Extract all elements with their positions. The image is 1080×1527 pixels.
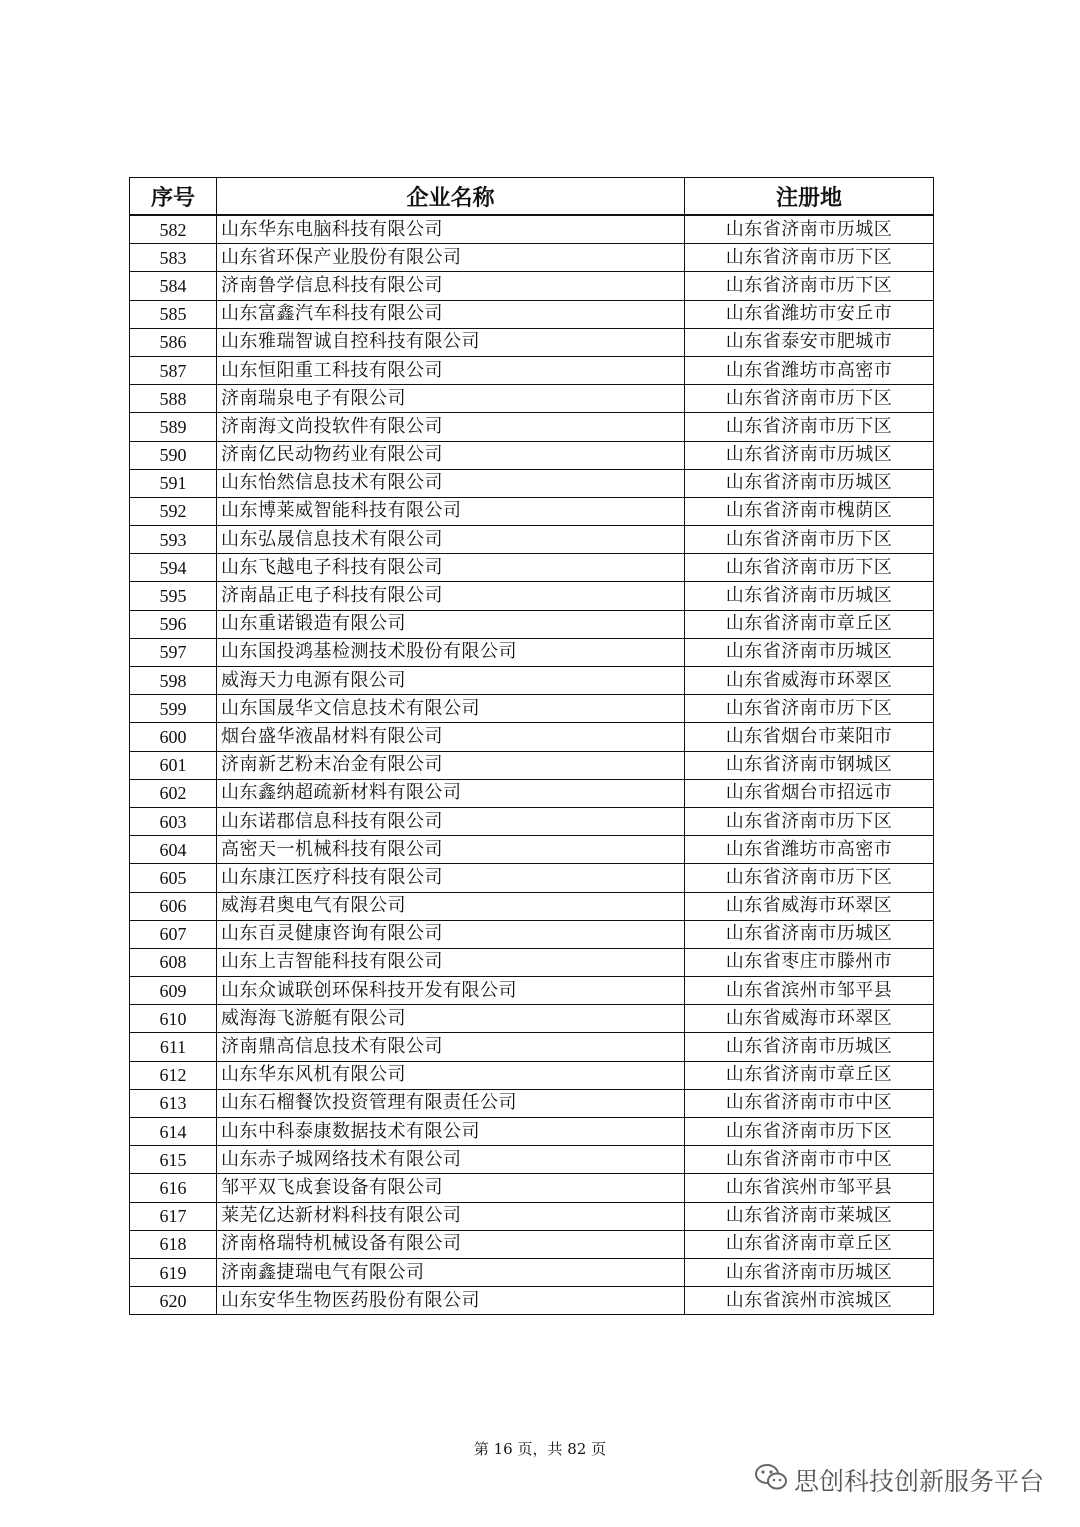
table-row [130,836,934,864]
cell-registration-place: 山东省济南市钢城区 [685,751,934,779]
cell-registration-place: 山东省济南市历下区 [685,1118,934,1146]
watermark-text: 思创科技创新服务平台 [793,1467,1044,1496]
table-row [130,1174,934,1202]
cell-company-name: 山东赤子城网络技术有限公司 [217,1146,685,1174]
cell-registration-place: 山东省潍坊市安丘市 [685,300,934,328]
cell-serial-number: 597 [130,638,217,666]
cell-registration-place: 山东省济南市莱城区 [685,1202,934,1230]
table-row [130,920,934,948]
cell-company-name: 山东恒阳重工科技有限公司 [217,356,685,384]
cell-serial-number: 615 [130,1146,217,1174]
cell-company-name: 济南鼎高信息技术有限公司 [217,1033,685,1061]
cell-registration-place: 山东省济南市历下区 [685,807,934,835]
cell-registration-place: 山东省济南市市中区 [685,1089,934,1117]
cell-registration-place: 山东省滨州市邹平县 [685,1174,934,1202]
cell-serial-number: 604 [130,836,217,864]
cell-registration-place: 山东省威海市环翠区 [685,892,934,920]
cell-serial-number: 595 [130,582,217,610]
cell-serial-number: 596 [130,610,217,638]
cell-registration-place: 山东省济南市槐荫区 [685,497,934,525]
cell-registration-place: 山东省济南市历下区 [685,695,934,723]
cell-serial-number: 609 [130,977,217,1005]
cell-registration-place: 山东省济南市历下区 [685,413,934,441]
cell-serial-number: 619 [130,1258,217,1286]
header-registration-place: 注册地 [685,178,934,216]
cell-registration-place: 山东省威海市环翠区 [685,1005,934,1033]
cell-serial-number: 584 [130,272,217,300]
cell-registration-place: 山东省济南市历下区 [685,244,934,272]
table-row [130,723,934,751]
table-row [130,1230,934,1258]
table-row [130,1202,934,1230]
cell-company-name: 山东众诚联创环保科技开发有限公司 [217,977,685,1005]
cell-registration-place: 山东省济南市历下区 [685,864,934,892]
page-number-footer: 第 16 页，共 82 页 [473,1440,607,1458]
cell-company-name: 山东上吉智能科技有限公司 [217,948,685,976]
table-row [130,1118,934,1146]
cell-company-name: 山东博莱威智能科技有限公司 [217,497,685,525]
cell-registration-place: 山东省济南市历下区 [685,526,934,554]
cell-company-name: 山东百灵健康咨询有限公司 [217,920,685,948]
cell-serial-number: 589 [130,413,217,441]
cell-company-name: 山东康江医疗科技有限公司 [217,864,685,892]
table-row [130,1005,934,1033]
table-row [130,638,934,666]
header-company-name: 企业名称 [217,178,685,216]
cell-serial-number: 613 [130,1089,217,1117]
wechat-icon [754,1462,788,1498]
cell-registration-place: 山东省济南市历下区 [685,272,934,300]
cell-registration-place: 山东省威海市环翠区 [685,667,934,695]
cell-company-name: 济南鑫捷瑞电气有限公司 [217,1258,685,1286]
header-serial-number: 序号 [130,178,217,216]
cell-company-name: 山东弘晟信息技术有限公司 [217,526,685,554]
cell-registration-place: 山东省枣庄市滕州市 [685,948,934,976]
cell-registration-place: 山东省济南市历城区 [685,920,934,948]
cell-company-name: 山东富鑫汽车科技有限公司 [217,300,685,328]
cell-serial-number: 592 [130,497,217,525]
cell-serial-number: 594 [130,554,217,582]
table-row [130,356,934,384]
table-row [130,441,934,469]
cell-serial-number: 582 [130,215,217,244]
cell-company-name: 济南晶正电子科技有限公司 [217,582,685,610]
cell-company-name: 邹平双飞成套设备有限公司 [217,1174,685,1202]
cell-serial-number: 611 [130,1033,217,1061]
cell-serial-number: 586 [130,328,217,356]
cell-registration-place: 山东省济南市章丘区 [685,610,934,638]
table-row [130,948,934,976]
cell-serial-number: 610 [130,1005,217,1033]
cell-company-name: 威海海飞游艇有限公司 [217,1005,685,1033]
cell-serial-number: 614 [130,1118,217,1146]
cell-serial-number: 585 [130,300,217,328]
table-row [130,413,934,441]
table-row [130,582,934,610]
cell-company-name: 山东国晟华文信息技术有限公司 [217,695,685,723]
cell-company-name: 济南瑞泉电子有限公司 [217,385,685,413]
table-row [130,328,934,356]
cell-company-name: 山东重诺锻造有限公司 [217,610,685,638]
cell-registration-place: 山东省济南市历下区 [685,385,934,413]
cell-company-name: 山东诺郡信息科技有限公司 [217,807,685,835]
table-row [130,300,934,328]
cell-serial-number: 583 [130,244,217,272]
cell-company-name: 济南亿民动物药业有限公司 [217,441,685,469]
table-row [130,1146,934,1174]
cell-registration-place: 山东省烟台市招远市 [685,779,934,807]
cell-company-name: 莱芜亿达新材料科技有限公司 [217,1202,685,1230]
cell-company-name: 山东雅瑞智诚自控科技有限公司 [217,328,685,356]
cell-company-name: 济南鲁学信息科技有限公司 [217,272,685,300]
table-row [130,1287,934,1315]
cell-company-name: 威海君奥电气有限公司 [217,892,685,920]
cell-serial-number: 618 [130,1230,217,1258]
cell-registration-place: 山东省济南市历城区 [685,441,934,469]
table-body [130,215,934,1315]
cell-company-name: 山东怡然信息技术有限公司 [217,469,685,497]
cell-serial-number: 607 [130,920,217,948]
cell-company-name: 山东华东风机有限公司 [217,1061,685,1089]
cell-registration-place: 山东省济南市历城区 [685,582,934,610]
cell-company-name: 山东鑫纳超疏新材料有限公司 [217,779,685,807]
cell-company-name: 山东石榴餐饮投资管理有限责任公司 [217,1089,685,1117]
cell-serial-number: 599 [130,695,217,723]
cell-company-name: 山东安华生物医药股份有限公司 [217,1287,685,1315]
cell-company-name: 济南海文尚投软件有限公司 [217,413,685,441]
cell-serial-number: 605 [130,864,217,892]
table-row [130,610,934,638]
cell-serial-number: 590 [130,441,217,469]
cell-company-name: 山东中科泰康数据技术有限公司 [217,1118,685,1146]
cell-serial-number: 602 [130,779,217,807]
cell-registration-place: 山东省滨州市邹平县 [685,977,934,1005]
cell-company-name: 威海天力电源有限公司 [217,667,685,695]
cell-registration-place: 山东省济南市章丘区 [685,1230,934,1258]
table-row [130,554,934,582]
cell-serial-number: 612 [130,1061,217,1089]
cell-registration-place: 山东省济南市历城区 [685,1033,934,1061]
cell-serial-number: 588 [130,385,217,413]
cell-registration-place: 山东省滨州市滨城区 [685,1287,934,1315]
cell-serial-number: 591 [130,469,217,497]
cell-company-name: 山东国投鸿基检测技术股份有限公司 [217,638,685,666]
cell-registration-place: 山东省济南市历城区 [685,1258,934,1286]
table-row [130,751,934,779]
table-row [130,497,934,525]
cell-registration-place: 山东省济南市市中区 [685,1146,934,1174]
table-row [130,215,934,244]
cell-registration-place: 山东省潍坊市高密市 [685,356,934,384]
cell-serial-number: 608 [130,948,217,976]
cell-registration-place: 山东省济南市历城区 [685,638,934,666]
cell-serial-number: 603 [130,807,217,835]
cell-company-name: 山东华东电脑科技有限公司 [217,215,685,244]
cell-company-name: 山东飞越电子科技有限公司 [217,554,685,582]
table-row [130,526,934,554]
table-row [130,1089,934,1117]
cell-registration-place: 山东省济南市历城区 [685,215,934,244]
table-row [130,272,934,300]
cell-serial-number: 617 [130,1202,217,1230]
table-row [130,807,934,835]
table-row [130,1258,934,1286]
cell-company-name: 高密天一机械科技有限公司 [217,836,685,864]
cell-company-name: 济南新艺粉末冶金有限公司 [217,751,685,779]
cell-registration-place: 山东省济南市章丘区 [685,1061,934,1089]
cell-registration-place: 山东省济南市历城区 [685,469,934,497]
table-row [130,1061,934,1089]
cell-serial-number: 601 [130,751,217,779]
cell-serial-number: 593 [130,526,217,554]
table-row [130,864,934,892]
table-row [130,695,934,723]
cell-serial-number: 598 [130,667,217,695]
cell-company-name: 济南格瑞特机械设备有限公司 [217,1230,685,1258]
cell-company-name: 山东省环保产业股份有限公司 [217,244,685,272]
cell-company-name: 烟台盛华液晶材料有限公司 [217,723,685,751]
cell-registration-place: 山东省烟台市莱阳市 [685,723,934,751]
cell-registration-place: 山东省济南市历下区 [685,554,934,582]
table-row [130,1033,934,1061]
watermark [754,1462,1044,1498]
cell-serial-number: 606 [130,892,217,920]
cell-serial-number: 620 [130,1287,217,1315]
cell-serial-number: 600 [130,723,217,751]
cell-registration-place: 山东省泰安市肥城市 [685,328,934,356]
table-row [130,244,934,272]
cell-serial-number: 587 [130,356,217,384]
table-row [130,469,934,497]
cell-serial-number: 616 [130,1174,217,1202]
table-row [130,977,934,1005]
table-row [130,779,934,807]
cell-registration-place: 山东省潍坊市高密市 [685,836,934,864]
table-row [130,385,934,413]
table-row [130,667,934,695]
table-header-row [130,178,934,216]
table-row [130,892,934,920]
company-list-table [129,177,934,1315]
